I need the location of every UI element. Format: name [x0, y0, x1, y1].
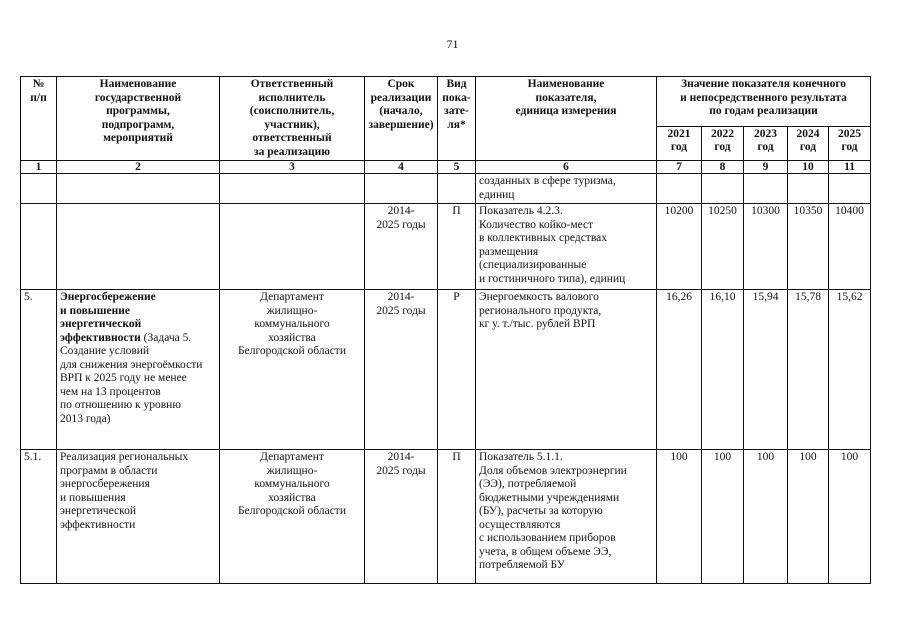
row-value-2025 [829, 174, 871, 204]
row-value-2024 [788, 174, 829, 204]
header-num: № п/п [21, 77, 57, 161]
header-year-2025: 2025 год [829, 126, 871, 160]
row-executor: Департамент жилищно- коммунального хозяйства Белгородской области [220, 290, 365, 450]
row-executor [220, 174, 365, 204]
column-number: 8 [702, 161, 744, 174]
column-number: 4 [365, 161, 438, 174]
row-indicator-kind [438, 174, 476, 204]
row-indicator-name: созданных в сфере туризма, единиц [476, 174, 657, 204]
row-num: 5.1. [21, 450, 57, 584]
header-year-2023: 2023 год [744, 126, 788, 160]
row-value-2022 [702, 174, 744, 204]
table-row [21, 174, 871, 204]
row-num [21, 174, 57, 204]
header-year-2024: 2024 год [788, 126, 829, 160]
row-indicator-kind: П [438, 204, 476, 290]
row-term: 2014- 2025 годы [365, 290, 438, 450]
column-number: 6 [476, 161, 657, 174]
column-number: 9 [744, 161, 788, 174]
row-value-2021: 16,26 [657, 290, 702, 450]
column-number: 11 [829, 161, 871, 174]
row-indicator-kind: Р [438, 290, 476, 450]
table-row [21, 450, 871, 584]
row-value-2024: 15,78 [788, 290, 829, 450]
header-program-name: Наименование государственной программы, подпрограмм, мероприятий [57, 77, 220, 161]
column-number: 7 [657, 161, 702, 174]
row-value-2023: 100 [744, 450, 788, 584]
table-row [21, 204, 871, 290]
row-value-2023 [744, 174, 788, 204]
row-value-2022: 16,10 [702, 290, 744, 450]
row-program-name-bold: Энергосбережение и повышение энергетической эффективности [60, 291, 156, 344]
row-value-2023: 15,94 [744, 290, 788, 450]
row-executor: Департамент жилищно- коммунального хозяйства Белгородской области [220, 450, 365, 584]
row-num [21, 204, 57, 290]
table-row [21, 290, 871, 450]
row-value-2022: 100 [702, 450, 744, 584]
header-values-group: Значение показателя конечного и непосредственного результата по годам реализации [657, 77, 871, 127]
column-number: 1 [21, 161, 57, 174]
row-indicator-name: Энергоемкость валового регионального продукта, кг у. т./тыс. рублей ВРП [476, 290, 657, 450]
header-row [21, 77, 871, 127]
row-value-2025: 10400 [829, 204, 871, 290]
row-term: 2014- 2025 годы [365, 204, 438, 290]
header-indicator-name: Наименование показателя, единица измерения [476, 77, 657, 161]
row-value-2022: 10250 [702, 204, 744, 290]
row-executor [220, 204, 365, 290]
column-number: 2 [57, 161, 220, 174]
row-value-2024: 10350 [788, 204, 829, 290]
row-value-2025: 100 [829, 450, 871, 584]
header-indicator-kind: Вид пока- зате- ля* [438, 77, 476, 161]
row-num: 5. [21, 290, 57, 450]
row-value-2024: 100 [788, 450, 829, 584]
column-number: 10 [788, 161, 829, 174]
row-indicator-kind: П [438, 450, 476, 584]
row-indicator-name: Показатель 4.2.3. Количество койко-мест в коллективных средствах размещения (специализированные и гостиничного типа), единиц [476, 204, 657, 290]
row-term: 2014- 2025 годы [365, 450, 438, 584]
row-value-2023: 10300 [744, 204, 788, 290]
row-program-name: Реализация региональных программ в области энергосбережения и повышения энергетической эффективности [57, 450, 220, 584]
column-number-row [21, 161, 871, 174]
row-program-name [57, 290, 220, 450]
row-program-name-rest: (Задача 5. Создание условий для снижения энергоёмкости ВРП к 2025 году не менее чем на 13 процентов по отношению к уровню 2013 года) [60, 331, 203, 425]
row-indicator-name: Показатель 5.1.1. Доля объемов электроэнергии (ЭЭ), потребляемой бюджетными учреждениями (БУ), расчеты за которую осуществляются с использованием приборов учета, в общем объеме ЭЭ, потребляемой БУ [476, 450, 657, 584]
indicators-table [20, 76, 871, 584]
row-value-2021 [657, 174, 702, 204]
row-value-2021: 10200 [657, 204, 702, 290]
column-number: 3 [220, 161, 365, 174]
row-term [365, 174, 438, 204]
column-number: 5 [438, 161, 476, 174]
page-number: 71 [446, 37, 459, 51]
row-value-2025: 15,62 [829, 290, 871, 450]
header-year-2022: 2022 год [702, 126, 744, 160]
header-term: Срок реализации (начало, завершение) [365, 77, 438, 161]
row-value-2021: 100 [657, 450, 702, 584]
row-program-name [57, 204, 220, 290]
header-year-2021: 2021 год [657, 126, 702, 160]
header-executor: Ответственный исполнитель (соисполнитель, участник), ответственный за реализацию [220, 77, 365, 161]
row-program-name [57, 174, 220, 204]
